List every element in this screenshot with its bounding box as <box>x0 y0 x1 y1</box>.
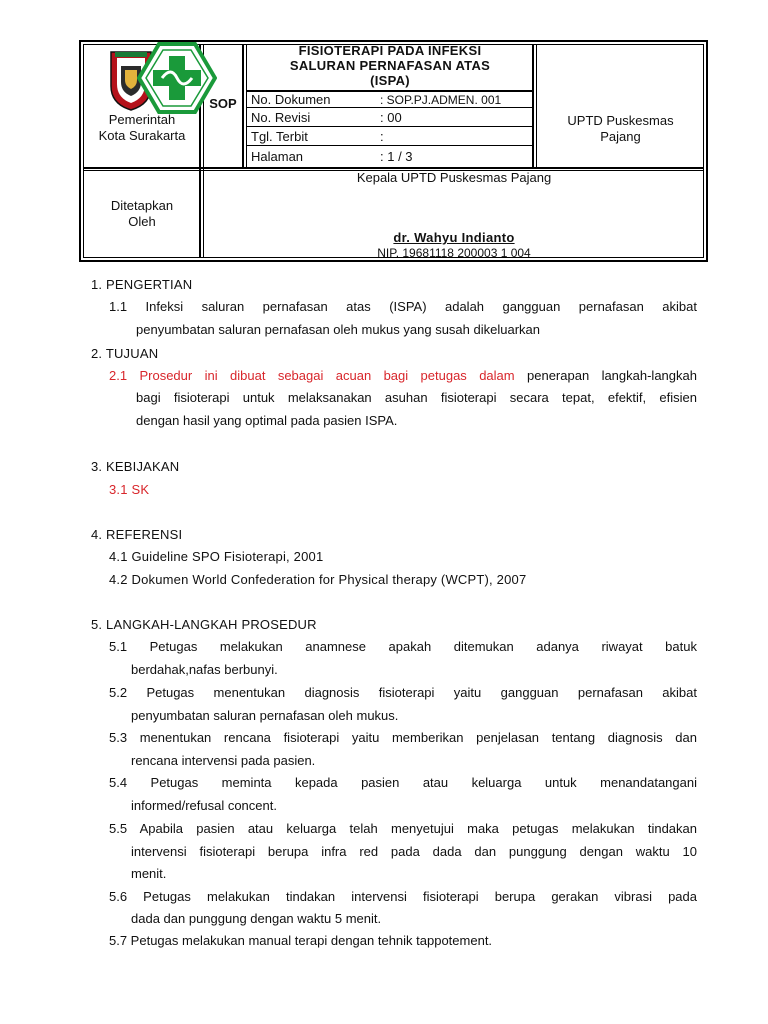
pengertian-1-1-line-1: 1.1 Infeksi saluran pernafasan atas (ISPA) adalah gangguan pernafasan akibat <box>109 299 697 314</box>
org-line-1: UPTD Puskesmas <box>567 113 674 128</box>
section-referensi-title: 4. REFERENSI <box>91 527 183 542</box>
tujuan-2-1-line-3: dengan hasil yang optimal pada pasien ISPA. <box>136 413 398 428</box>
organization-name <box>537 113 704 145</box>
prosedur-5-6-line-1: 5.6 Petugas melakukan tindakan intervensi fisioterapi berupa gerakan vibrasi pada <box>109 889 697 904</box>
section-kebijakan-title: 3. KEBIJAKAN <box>91 459 180 474</box>
ditetapkan-line-1: Ditetapkan <box>110 198 174 213</box>
issuer-line-2: Kota Surakarta <box>98 128 186 143</box>
prosedur-5-2-line-2: penyumbatan saluran pernafasan oleh mukus. <box>131 708 399 723</box>
signer-title: Kepala UPTD Puskesmas Pajang <box>356 170 552 185</box>
signer-nip: NIP. 19681118 200003 1 004 <box>377 246 531 260</box>
document-title <box>247 43 533 88</box>
title-line-2: SALURAN PERNAFASAN ATAS <box>289 58 491 73</box>
header-table <box>79 40 708 262</box>
field-label-no-dokumen: No. Dokumen <box>251 92 331 107</box>
signer-name: dr. Wahyu Indianto <box>393 230 515 245</box>
prosedur-5-6-line-2: dada dan punggung dengan waktu 5 menit. <box>131 911 382 926</box>
prosedur-5-1-line-1: 5.1 Petugas melakukan anamnese apakah ditemukan adanya riwayat batuk <box>109 639 697 654</box>
field-value-no-dokumen: : SOP.PJ.ADMEN. 001 <box>380 93 502 107</box>
tujuan-2-1-line-1 <box>109 365 697 388</box>
tujuan-2-1-rest-text: penerapan langkah-langkah <box>514 368 697 383</box>
section-prosedur-title: 5. LANGKAH-LANGKAH PROSEDUR <box>91 617 317 632</box>
pengertian-1-1-line-2: penyumbatan saluran pernafasan oleh mukus yang susah dikeluarkan <box>136 322 540 337</box>
prosedur-5-4-line-2: informed/refusal concent. <box>131 798 277 813</box>
field-value-no-revisi: : 00 <box>380 110 402 125</box>
tujuan-2-1-line-2: bagi fisioterapi untuk melaksanakan asuhan fisioterapi secara tepat, efektif, efisien <box>136 390 697 405</box>
title-line-1: FISIOTERAPI PADA INFEKSI <box>298 43 482 58</box>
prosedur-5-4-line-1: 5.4 Petugas meminta kepada pasien atau keluarga untuk menandatangani <box>109 775 697 790</box>
tujuan-2-1-red-text: 2.1 Prosedur ini dibuat sebagai acuan bagi petugas dalam <box>109 368 515 383</box>
prosedur-5-5-line-1: 5.5 Apabila pasien atau keluarga telah menyetujui maka petugas melakukan tindakan <box>109 821 697 836</box>
prosedur-5-5-line-3: menit. <box>131 866 167 881</box>
prosedur-5-3-line-2: rencana intervensi pada pasien. <box>131 753 316 768</box>
sop-label: SOP <box>209 96 237 111</box>
kebijakan-3-1: 3.1 SK <box>109 482 150 497</box>
field-label-tgl-terbit: Tgl. Terbit <box>251 129 308 144</box>
issuer-name <box>84 112 200 144</box>
prosedur-5-3-line-1: 5.3 menentukan rencana fisioterapi yaitu memberikan penjelasan tentang diagnosis dan <box>109 730 697 745</box>
field-label-no-revisi: No. Revisi <box>251 110 311 125</box>
prosedur-5-1-line-2: berdahak,nafas berbunyi. <box>131 662 278 677</box>
ditetapkan-oleh <box>84 198 200 230</box>
prosedur-5-5-line-2: intervensi fisioterapi berupa infra red pada dada dan punggung dengan waktu 10 <box>131 844 697 859</box>
ditetapkan-line-2: Oleh <box>128 214 156 229</box>
title-line-3: (ISPA) <box>370 73 410 88</box>
field-label-halaman: Halaman <box>251 149 304 164</box>
org-line-2: Pajang <box>600 129 641 144</box>
field-value-halaman: : 1 / 3 <box>380 149 413 164</box>
referensi-4-1: 4.1 Guideline SPO Fisioterapi, 2001 <box>109 549 324 564</box>
prosedur-5-7-line-1: 5.7 Petugas melakukan manual terapi dengan tehnik tappotement. <box>109 933 493 948</box>
issuer-line-1: Pemerintah <box>108 112 176 127</box>
referensi-4-2: 4.2 Dokumen World Confederation for Physical therapy (WCPT), 2007 <box>109 572 527 587</box>
prosedur-5-2-line-1: 5.2 Petugas menentukan diagnosis fisioterapi yaitu gangguan pernafasan akibat <box>109 685 697 700</box>
section-pengertian-title: 1. PENGERTIAN <box>91 277 193 292</box>
field-value-tgl-terbit: : <box>380 129 384 144</box>
section-tujuan-title: 2. TUJUAN <box>91 346 159 361</box>
